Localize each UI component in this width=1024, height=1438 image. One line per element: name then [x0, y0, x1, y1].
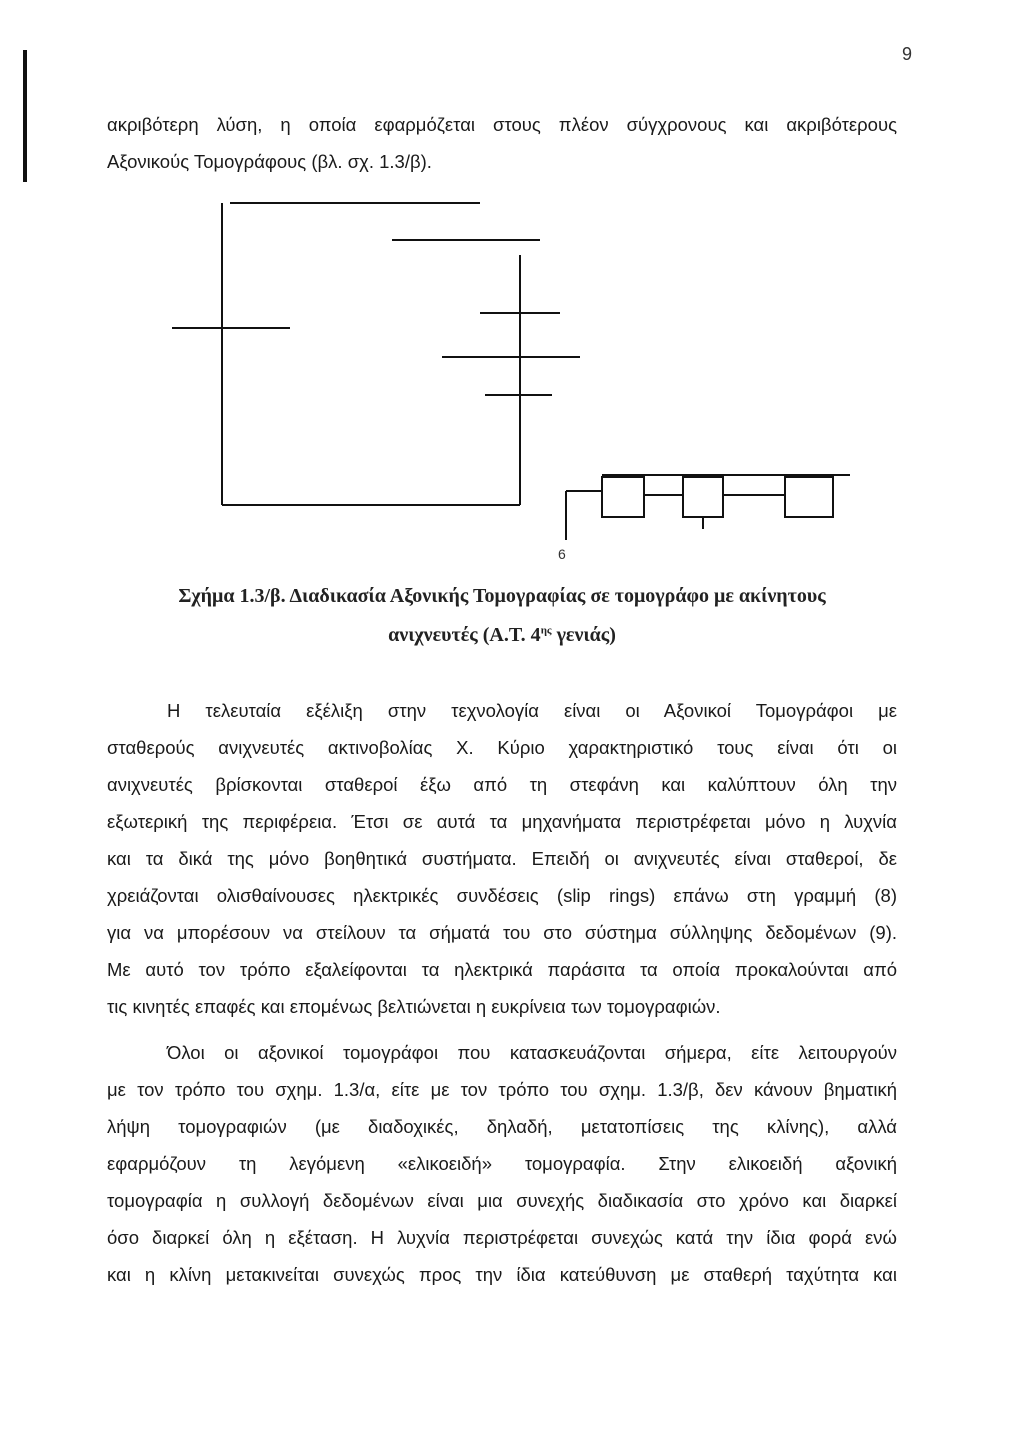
para2-line-2: με τον τρόπο του σχημ. 1.3/α, είτε με τον τρόπο του σχημ. 1.3/β, δεν κάνουν βηματική — [107, 1079, 897, 1100]
figure-label-6: 6 — [558, 546, 566, 562]
para1-line-3: ανιχνευτές βρίσκονται σταθεροί έξω από τη στεφάνη και καλύπτουν όλη την — [107, 774, 897, 795]
para1-line-9: τις κινητές επαφές και επομένως βελτιώνεται η ευκρίνεια των τομογραφιών. — [107, 996, 721, 1017]
para2-line-1: Όλοι οι αξονικοί τομογράφοι που κατασκευάζονται σήμερα, είτε λειτουργούν — [167, 1042, 897, 1063]
para1-line-7: για να μπορέσουν να στείλουν τα σήματά του στο σύστημα σύλληψης δεδομένων (9). — [107, 922, 897, 943]
margin-bar — [23, 50, 27, 182]
para1-line-4: εξωτερική της περιφέρεια. Έτσι σε αυτά τα μηχανήματα περιστρέφεται μόνο η λυχνία — [107, 811, 897, 832]
box-1 — [602, 477, 644, 517]
para1-line-5: και τα δικά της μόνο βοηθητικά συστήματα. Επειδή οι ανιχνευτές είναι σταθεροί, δε — [107, 848, 897, 869]
box-3 — [785, 477, 833, 517]
caption-part-b: γενιάς) — [551, 624, 616, 646]
caption-part-a: ανιχνευτές (Α.Τ. 4 — [388, 624, 541, 646]
intro-line-1: ακριβότερη λύση, η οποία εφαρμόζεται στους πλέον σύγχρονους και ακριβότερους — [107, 114, 897, 135]
figure-caption-line-2 — [107, 621, 897, 649]
para2-line-6: όσο διαρκεί όλη η εξέταση. Η λυχνία περιστρέφεται συνεχώς κατά την ίδια φορά ενώ — [107, 1227, 897, 1248]
para1-line-8: Με αυτό τον τρόπο εξαλείφονται τα ηλεκτρικά παράσιτα τα οποία προκαλούνται από — [107, 959, 897, 980]
para2-line-3: λήψη τομογραφιών (με διαδοχικές, δηλαδή, μετατοπίσεις της κλίνης), αλλά — [107, 1116, 897, 1137]
para2-line-4: εφαρμόζουν τη λεγόμενη «ελικοειδή» τομογραφία. Στην ελικοειδή αξονική — [107, 1153, 897, 1174]
figure-diagram — [160, 195, 860, 570]
para2-line-5: τομογραφία η συλλογή δεδομένων είναι μια συνεχής διαδικασία στο χρόνο και διαρκεί — [107, 1190, 897, 1211]
para1-line-1: Η τελευταία εξέλιξη στην τεχνολογία είναι οι Αξονικοί Τομογράφοι με — [167, 700, 897, 721]
intro-line-2: Αξονικούς Τομογράφους (βλ. σχ. 1.3/β). — [107, 151, 432, 172]
caption-superscript: ης — [540, 624, 552, 637]
para1-line-6: χρειάζονται ολισθαίνουσες ηλεκτρικές συνδέσεις (slip rings) επάνω στη γραμμή (8) — [107, 885, 897, 906]
page-number: 9 — [901, 44, 912, 64]
box-2 — [683, 477, 723, 517]
figure-caption-line-1: Σχήμα 1.3/β. Διαδικασία Αξονικής Τομογραφίας σε τομογράφο με ακίνητους — [178, 585, 826, 607]
para1-line-2: σταθερούς ανιχνευτές ακτινοβολίας Χ. Κύριο χαρακτηριστικό τους είναι ότι οι — [107, 737, 897, 758]
para2-line-7: και η κλίνη μετακινείται συνεχώς προς την ίδια κατεύθυνση με σταθερή ταχύτητα και — [107, 1264, 897, 1285]
